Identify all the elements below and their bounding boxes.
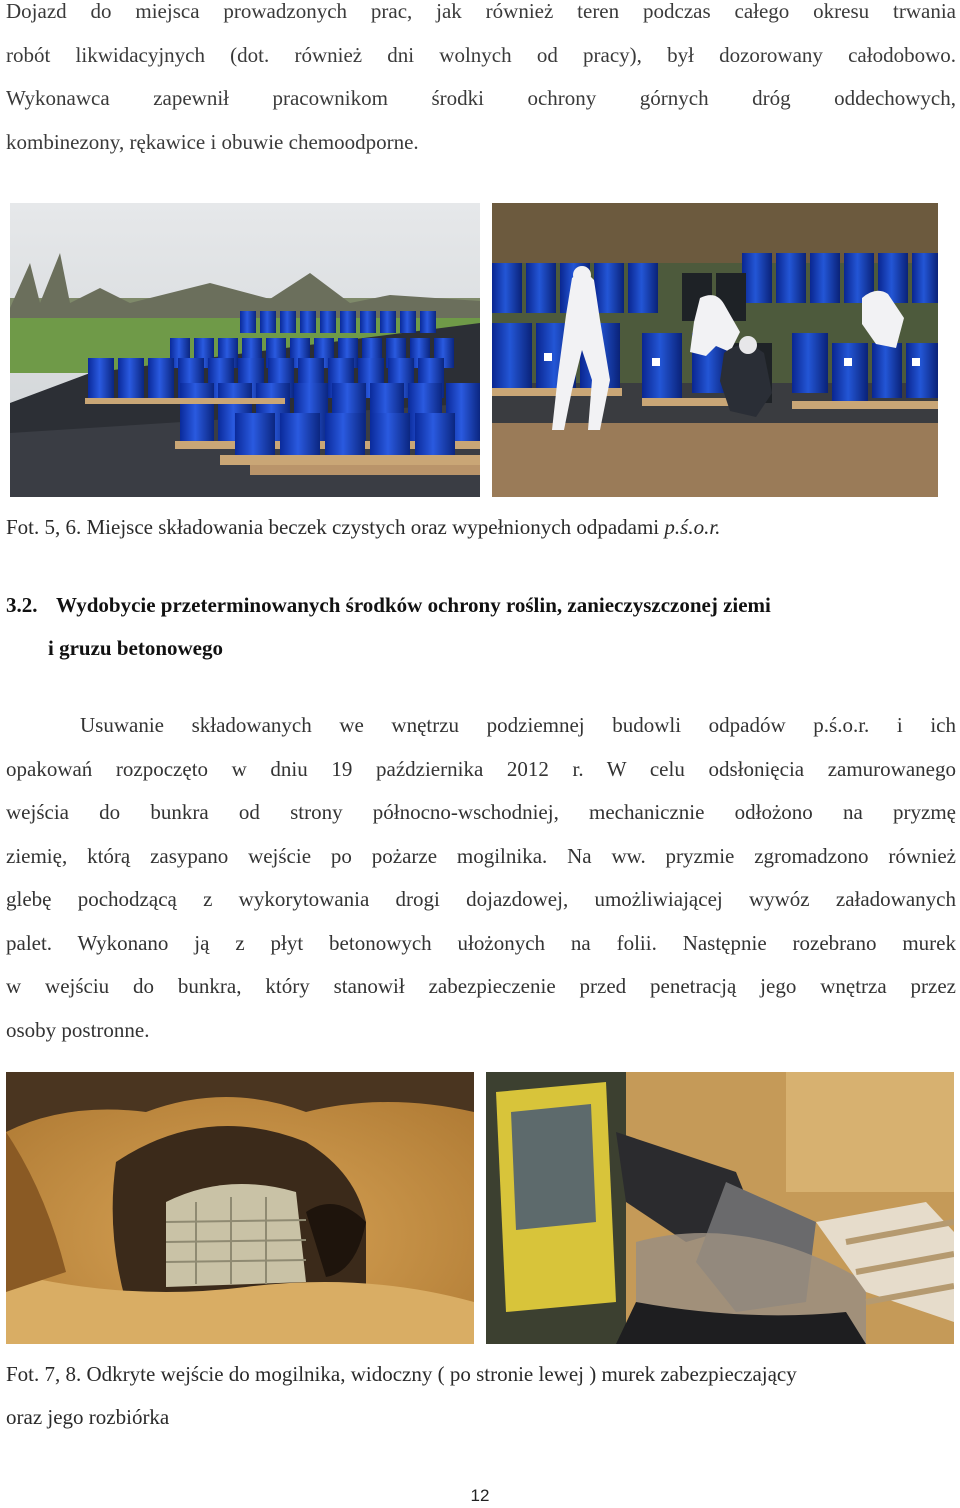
caption-text: Fot. 5, 6. Miejsce składowania beczek czystych oraz wypełnionych odpadami bbox=[6, 515, 665, 539]
photo-bunker-entrance bbox=[6, 1072, 474, 1344]
section-number: 3.2. bbox=[6, 593, 38, 617]
body-line: opakowań rozpoczęto w dniu 19 października 2012 r. W celu odsłonięcia zamurowanego bbox=[6, 756, 956, 781]
page-number: 12 bbox=[470, 1486, 490, 1505]
body-line: w wejściu do bunkra, który stanowił zabezpieczenie przed penetracją jego wnętrza przez bbox=[6, 974, 956, 998]
body-line: ziemię, którą zasypano wejście po pożarze mogilnika. Na ww. pryzmie zgromadzono również bbox=[6, 843, 956, 868]
intro-line: robót likwidacyjnych (dot. również dni wolnych od pracy), był dozorowany całodobowo. bbox=[6, 42, 956, 67]
intro-line: Dojazd do miejsca prowadzonych prac, jak również teren podczas całego okresu trwania bbox=[6, 0, 956, 23]
section-title-line1: Wydobycie przeterminowanych środków ochrony roślin, zanieczyszczonej ziemi bbox=[56, 593, 771, 617]
photo-excavator-demolition bbox=[486, 1072, 954, 1344]
photo-caption-7-8: Fot. 7, 8. Odkryte wejście do mogilnika, widoczny ( po stronie lewej ) murek zabezpieczający bbox=[6, 1362, 797, 1386]
section-heading bbox=[6, 584, 956, 670]
photo-barrels-field bbox=[10, 203, 480, 497]
body-paragraph bbox=[6, 704, 956, 1052]
photo-caption-5-6 bbox=[6, 515, 720, 540]
body-line: wejścia do bunkra od strony północno-wschodniej, mechanicznie odłożono na pryzmę bbox=[6, 800, 956, 824]
body-line: Usuwanie składowanych we wnętrzu podziemnej budowli odpadów p.ś.o.r. i ich bbox=[80, 713, 956, 737]
caption-italic-abbrev: p.ś.o.r. bbox=[664, 515, 721, 539]
section-title-line2: i gruzu betonowego bbox=[48, 636, 223, 660]
photo-workers-barrels bbox=[492, 203, 938, 497]
intro-paragraph bbox=[6, 0, 956, 164]
body-line: osoby postronne. bbox=[6, 1017, 150, 1042]
body-line: glebę pochodzącą z wykorytowania drogi dojazdowej, umożliwiającej wywóz załadowanych bbox=[6, 887, 956, 911]
intro-line: Wykonawca zapewnił pracownikom środki ochrony górnych dróg oddechowych, bbox=[6, 86, 956, 110]
body-line: palet. Wykonano ją z płyt betonowych ułożonych na folii. Następnie rozebrano murek bbox=[6, 930, 956, 955]
photo-caption-7-8-cont: oraz jego rozbiórka bbox=[6, 1405, 170, 1429]
intro-line: kombinezony, rękawice i obuwie chemoodporne. bbox=[6, 129, 419, 154]
